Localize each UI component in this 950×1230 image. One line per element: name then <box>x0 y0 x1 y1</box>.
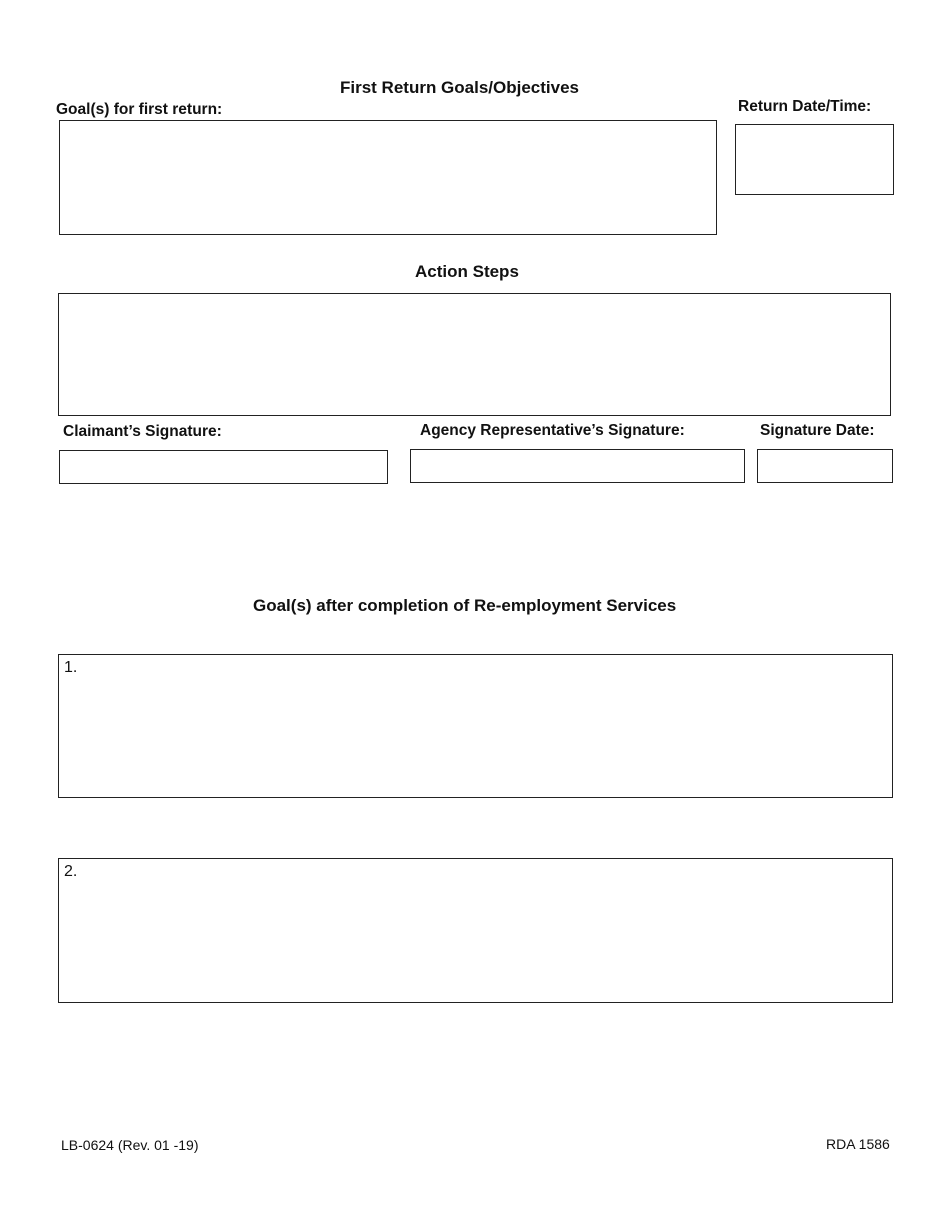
agency-signature-field[interactable] <box>410 449 745 483</box>
goals-first-return-field[interactable] <box>59 120 717 235</box>
form-id: LB-0624 (Rev. 01 -19) <box>61 1137 199 1153</box>
signature-date-label: Signature Date: <box>760 422 875 439</box>
claimant-signature-label: Claimant’s Signature: <box>63 423 222 440</box>
rda-number: RDA 1586 <box>826 1136 890 1152</box>
signature-date-field[interactable] <box>757 449 893 483</box>
goals-first-return-label: Goal(s) for first return: <box>56 101 223 118</box>
agency-signature-label: Agency Representative’s Signature: <box>420 422 685 439</box>
first-return-heading: First Return Goals/Objectives <box>340 78 580 97</box>
action-steps-heading: Action Steps <box>415 262 519 281</box>
goal-number: 1. <box>64 659 78 676</box>
after-completion-heading: Goal(s) after completion of Re-employment Services <box>253 596 677 615</box>
claimant-signature-field[interactable] <box>59 450 388 484</box>
return-date-time-field[interactable] <box>735 124 894 195</box>
action-steps-field[interactable] <box>58 293 891 416</box>
goal-number: 2. <box>64 863 78 880</box>
after-completion-goal-2[interactable] <box>58 858 893 1003</box>
return-date-time-label: Return Date/Time: <box>738 98 872 115</box>
after-completion-goal-1[interactable] <box>58 654 893 798</box>
